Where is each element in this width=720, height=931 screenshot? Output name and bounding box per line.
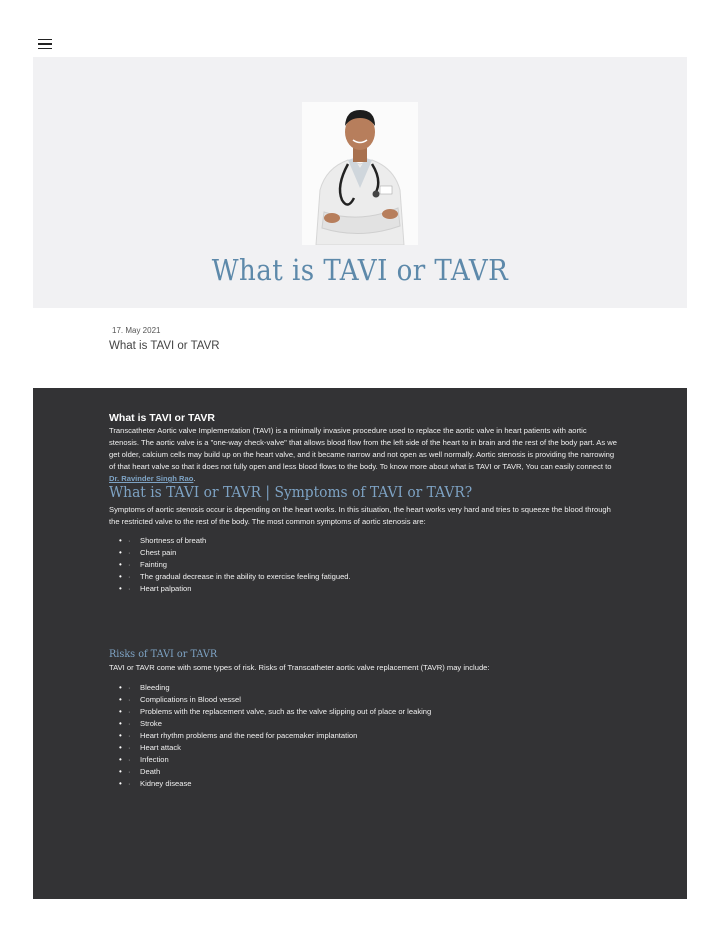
list-item: • Bleeding · — [119, 682, 431, 694]
list-item: • Heart palpation · — [119, 583, 351, 595]
article-content — [33, 388, 687, 899]
list-item: • Heart attack · — [119, 742, 431, 754]
list-item: • Infection · — [119, 754, 431, 766]
intro-period: . — [193, 474, 196, 483]
list-item: • Kidney disease · — [119, 778, 431, 790]
list-item: • Fainting · — [119, 559, 351, 571]
symptoms-heading: What is TAVI or TAVR | Symptoms of TAVI or TAVR? — [109, 483, 473, 501]
list-item: • Complications in Blood vessel · — [119, 694, 431, 706]
post-date: 17. May 2021 — [112, 326, 161, 335]
list-item: • Chest pain · — [119, 547, 351, 559]
list-item: • Shortness of breath · — [119, 535, 351, 547]
doctor-photo — [302, 102, 418, 245]
hero-banner — [33, 57, 687, 308]
menu-icon[interactable] — [38, 39, 52, 49]
intro-text: Transcatheter Aortic valve Implementation (TAVI) is a minimally invasive procedure used to replace the aortic valve in heart patients with aortic stenosis. The aortic valve is a "one-way check-valve" that allows blood flow from the left side of the heart to in brain and the rest of the body part. As we get older, calcium cells may build up on the heart valve, and it became narrow and not open as well normally. Aortic stenosis is providing the narrowing of that heart valve so that it does not fully open and less blood flows to the body. To know more about what is TAVI or TAVR, You can easily connect to — [109, 426, 617, 471]
symptoms-list — [119, 535, 351, 595]
list-item: • Heart rhythm problems and the need for pacemaker implantation · — [119, 730, 431, 742]
list-item: • Stroke · — [119, 718, 431, 730]
symptoms-paragraph: Symptoms of aortic stenosis occur is depending on the heart works. In this situation, the heart works very hard and tries to squeeze the blood through the restricted valve to the rest of the body. The most common symptoms of aortic stenosis are: — [109, 505, 611, 526]
section-title: What is TAVI or TAVR — [109, 412, 215, 424]
risks-paragraph: TAVI or TAVR come with some types of risk. Risks of Transcatheter aortic valve replacement (TAVR) may include: — [109, 663, 490, 672]
risks-heading: Risks of TAVI or TAVR — [109, 648, 218, 660]
doctor-link[interactable]: Dr. Ravinder Singh Rao — [109, 474, 194, 483]
list-item: • The gradual decrease in the ability to exercise feeling fatigued. · — [119, 571, 351, 583]
list-item: • Problems with the replacement valve, such as the valve slipping out of place or leaking · — [119, 706, 431, 718]
hero-title: What is TAVI or TAVR — [211, 253, 509, 287]
post-title: What is TAVI or TAVR — [109, 340, 220, 352]
risks-list — [119, 682, 431, 790]
intro-paragraph — [109, 425, 617, 485]
list-item: • Death · — [119, 766, 431, 778]
